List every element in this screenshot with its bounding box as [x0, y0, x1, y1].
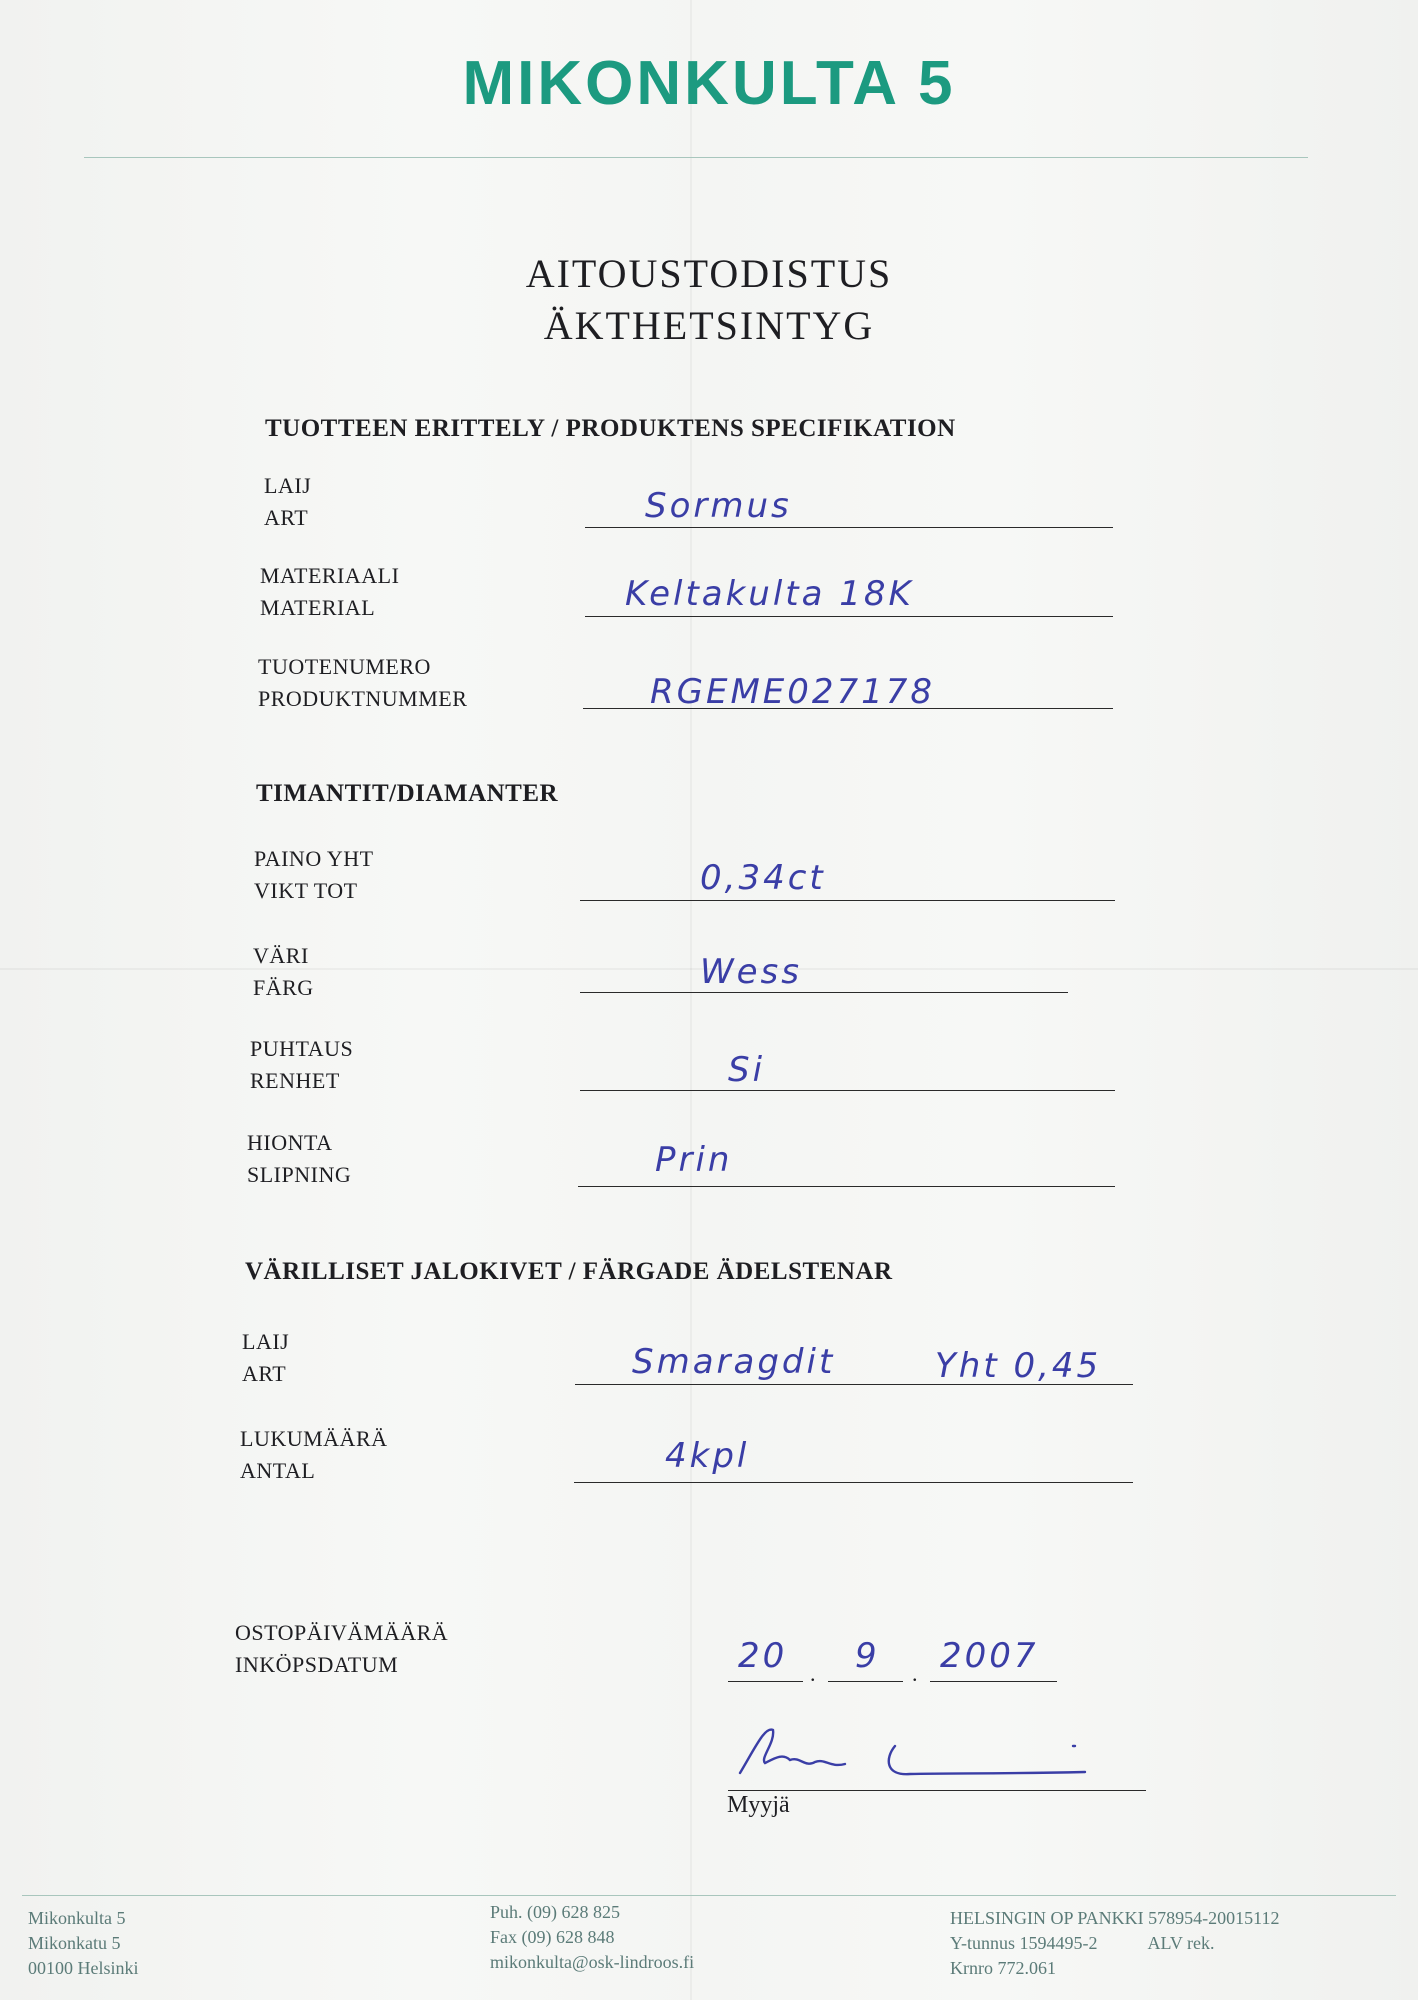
footer-contact [490, 1900, 694, 1975]
purchase-date-label [235, 1617, 448, 1681]
gem-count-label-sv: ANTAL [240, 1458, 316, 1483]
footer-address-line2: Mikonkatu 5 [28, 1933, 121, 1953]
clarity-line [580, 1090, 1115, 1091]
footer-vat: ALV rek. [1147, 1933, 1215, 1953]
cut-line [578, 1186, 1115, 1187]
clarity-value: Si [728, 1050, 766, 1090]
material-label-sv: MATERIAL [260, 595, 376, 620]
footer-business-id: Y-tunnus 1594495-2 [950, 1933, 1098, 1953]
gem-count-label [240, 1423, 388, 1487]
certificate-title-sv: ÄKTHETSINTYG [543, 303, 875, 348]
date-year-value: 2007 [940, 1636, 1039, 1676]
date-year-line [930, 1681, 1057, 1682]
color-label [253, 940, 314, 1004]
footer-address-line1: Mikonkulta 5 [28, 1908, 126, 1928]
header-divider [84, 157, 1308, 158]
footer-company-info [950, 1906, 1280, 1981]
certificate-title-fi: AITOUSTODISTUS [525, 251, 893, 296]
product-type-line [585, 527, 1113, 528]
product-number-label-sv: PRODUKTNUMMER [258, 686, 468, 711]
gem-count-line [574, 1482, 1133, 1483]
color-value: Wess [700, 952, 802, 992]
product-type-value: Sormus [645, 486, 792, 526]
material-label [260, 560, 399, 624]
paper-fold-vertical [690, 0, 692, 2000]
cut-value: Prin [655, 1140, 733, 1180]
material-label-fi: MATERIAALI [260, 563, 400, 588]
cut-label [247, 1127, 351, 1191]
weight-label [254, 843, 374, 907]
footer-business-row [950, 1931, 1280, 1956]
gem-total-value: Yht 0,45 [935, 1346, 1102, 1386]
purchase-date-label-sv: INKÖPSDATUM [235, 1652, 399, 1677]
material-value: Keltakulta 18K [625, 574, 914, 614]
weight-value: 0,34ct [700, 858, 826, 898]
clarity-label [250, 1033, 353, 1097]
cut-label-fi: HIONTA [247, 1130, 333, 1155]
weight-line [580, 900, 1115, 901]
color-line [580, 992, 1068, 993]
seller-label: Myyjä [727, 1792, 790, 1818]
product-number-label [258, 651, 467, 715]
diamonds-section-heading: TIMANTIT/DIAMANTER [256, 780, 559, 807]
gem-type-label-fi: LAIJ [242, 1329, 290, 1354]
color-label-sv: FÄRG [253, 975, 314, 1000]
footer-fax: Fax (09) 628 848 [490, 1927, 615, 1947]
date-day-value: 20 [738, 1636, 788, 1676]
gem-type-label-sv: ART [242, 1361, 287, 1386]
product-number-value: RGEME027178 [650, 672, 936, 712]
date-separator-2: . [912, 1661, 918, 1686]
company-logo: MIKONKULTA 5 [462, 49, 956, 118]
footer-address-line3: 00100 Helsinki [28, 1958, 139, 1978]
product-number-label-fi: TUOTENUMERO [258, 654, 431, 679]
gem-type-value: Smaragdit [632, 1342, 836, 1382]
gem-type-label [242, 1326, 289, 1390]
date-month-value: 9 [855, 1636, 880, 1676]
purchase-date-label-fi: OSTOPÄIVÄMÄÄRÄ [235, 1620, 449, 1645]
material-line [585, 616, 1113, 617]
date-month-line [828, 1681, 903, 1682]
clarity-label-fi: PUHTAUS [250, 1036, 354, 1061]
product-type-label-sv: ART [264, 505, 309, 530]
weight-label-sv: VIKT TOT [254, 878, 358, 903]
cut-label-sv: SLIPNING [247, 1162, 352, 1187]
footer-trade-register: Krnro 772.061 [950, 1958, 1056, 1978]
footer-email: mikonkulta@osk-lindroos.fi [490, 1952, 695, 1972]
product-type-label [264, 470, 311, 534]
date-day-line [728, 1681, 803, 1682]
seller-signature [735, 1718, 1095, 1788]
date-separator-1: . [810, 1661, 816, 1686]
gem-count-label-fi: LUKUMÄÄRÄ [240, 1426, 388, 1451]
footer-phone: Puh. (09) 628 825 [490, 1902, 620, 1922]
gems-section-heading: VÄRILLISET JALOKIVET / FÄRGADE ÄDELSTENAR [245, 1258, 893, 1285]
product-type-label-fi: LAIJ [264, 473, 312, 498]
weight-label-fi: PAINO YHT [254, 846, 374, 871]
footer-divider [22, 1895, 1396, 1896]
footer-bank: HELSINGIN OP PANKKI 578954-20015112 [950, 1908, 1280, 1928]
footer-address [28, 1906, 139, 1981]
product-section-heading: TUOTTEEN ERITTELY / PRODUKTENS SPECIFIKATION [265, 415, 956, 442]
color-label-fi: VÄRI [253, 943, 309, 968]
signature-line [728, 1790, 1146, 1791]
gem-count-value: 4kpl [665, 1436, 750, 1476]
clarity-label-sv: RENHET [250, 1068, 340, 1093]
